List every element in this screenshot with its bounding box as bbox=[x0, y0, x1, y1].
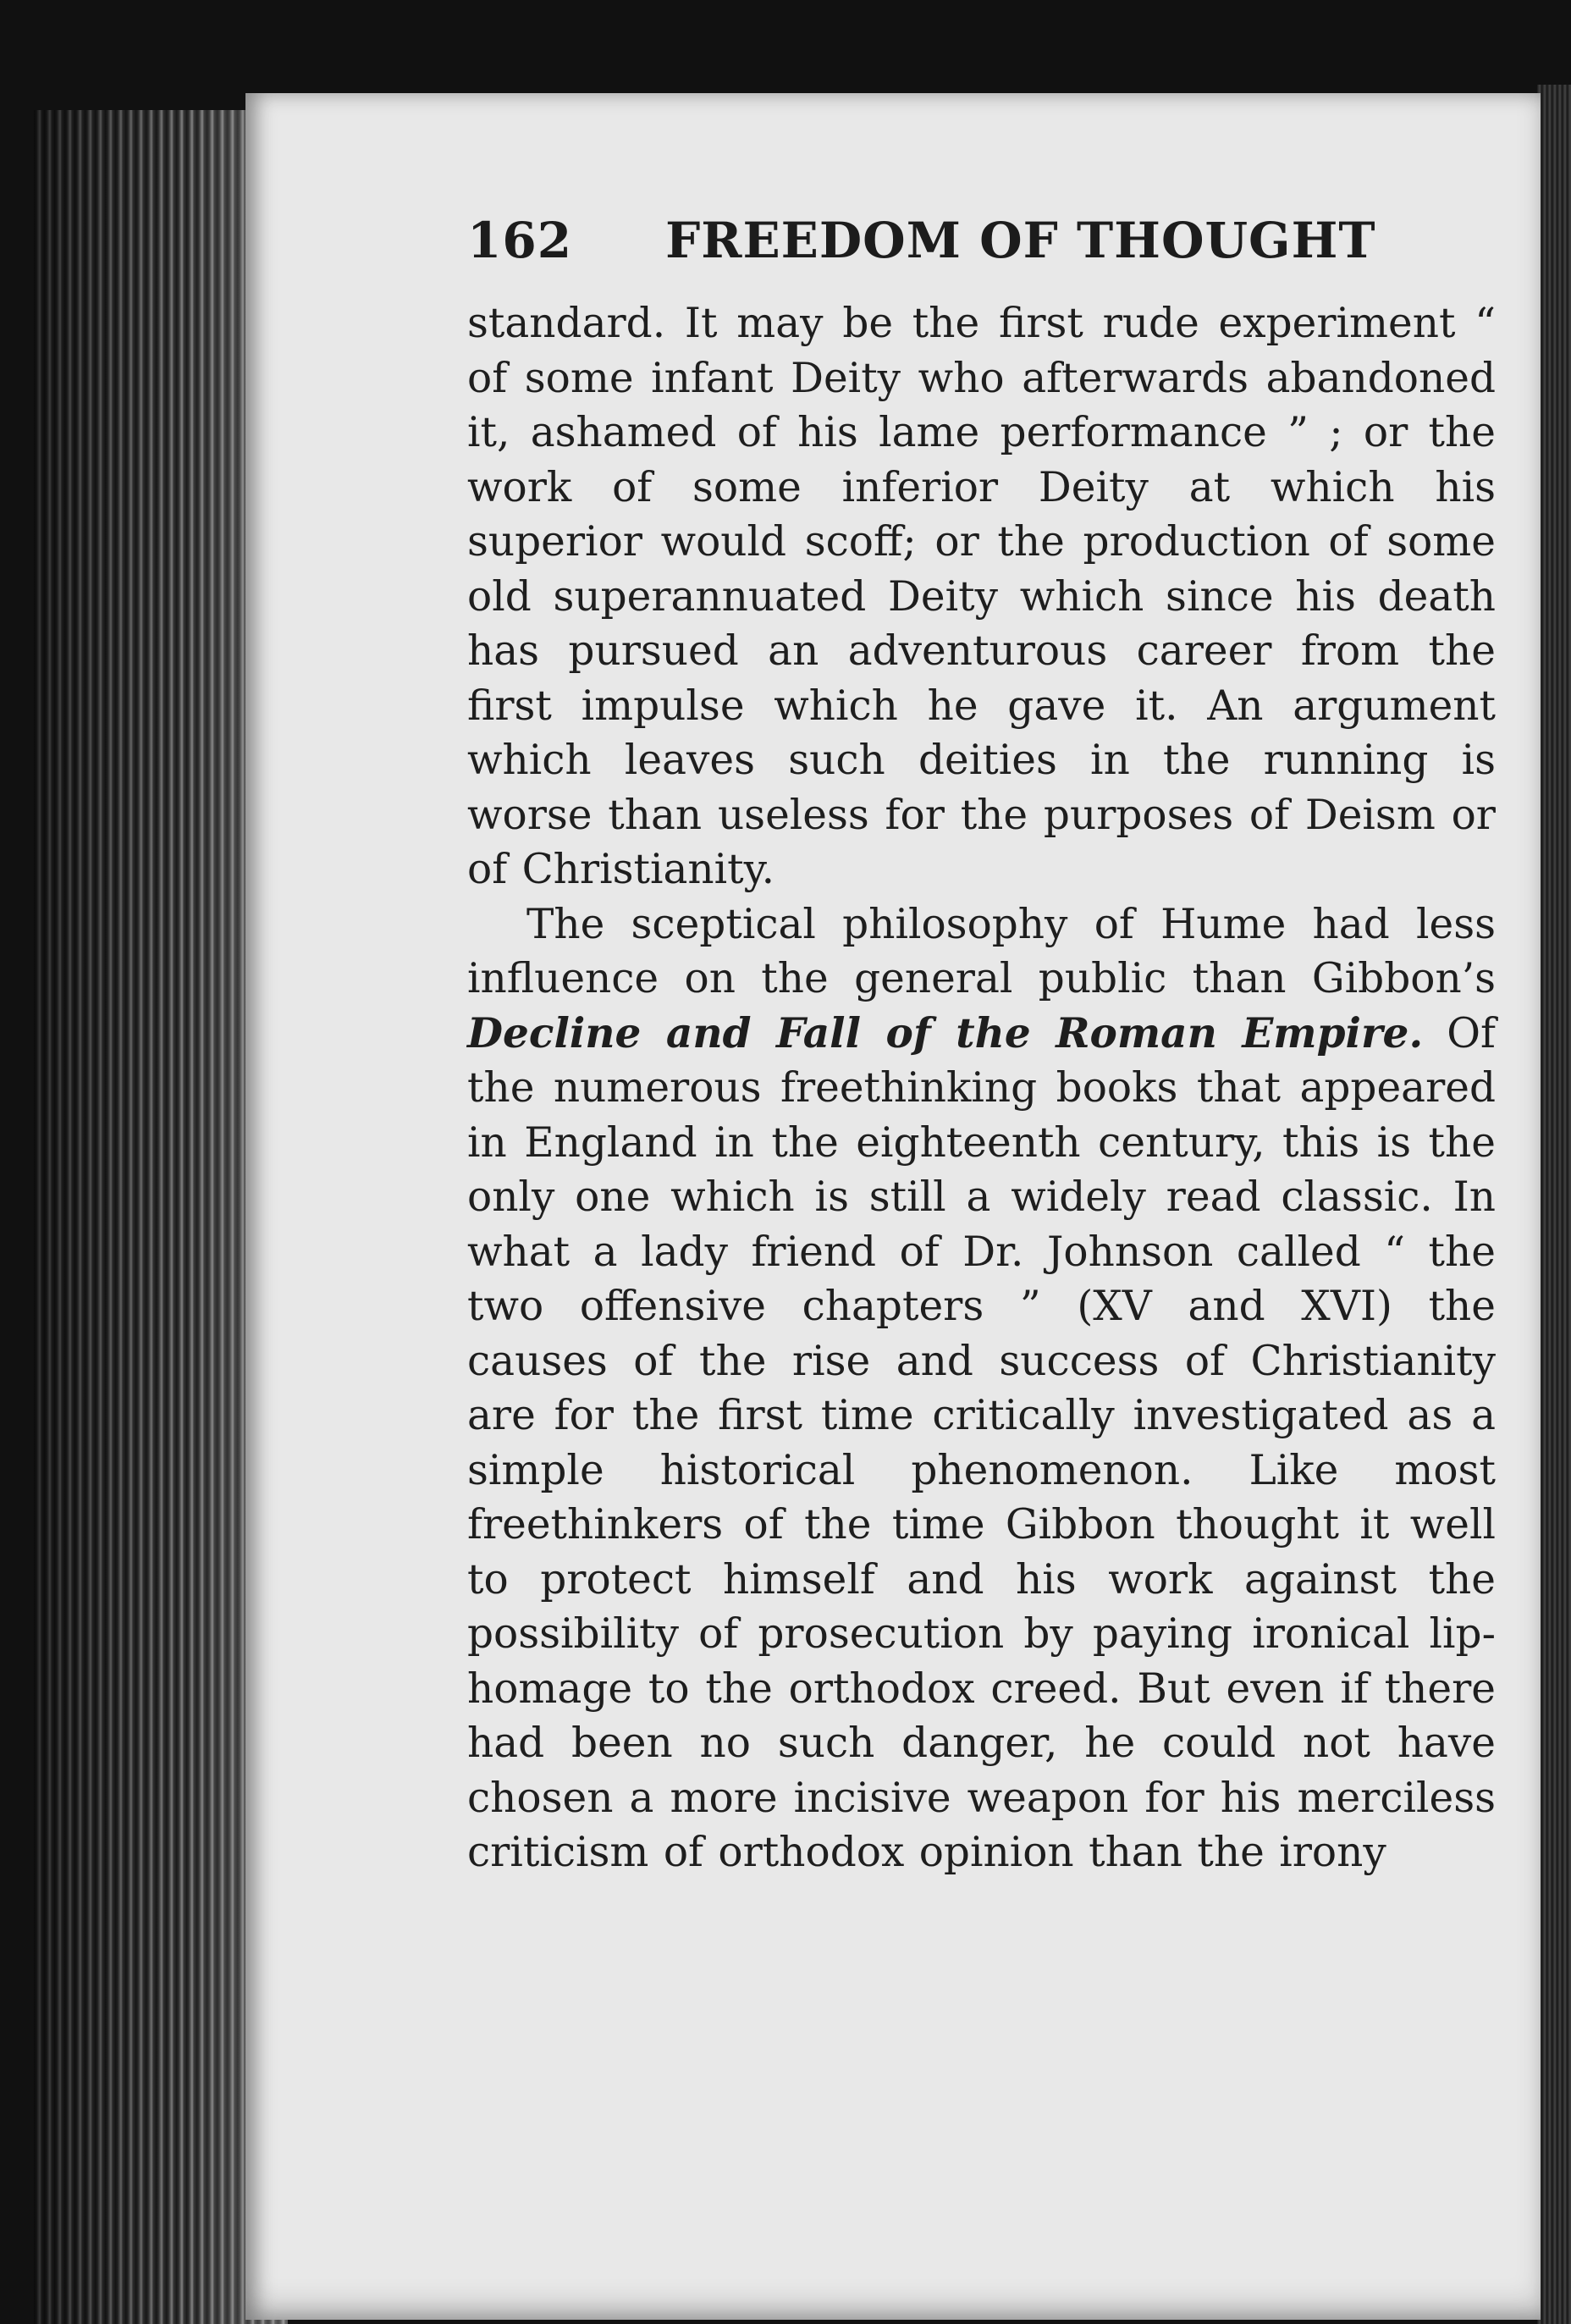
paragraph-2-rest: Of the numerous freethinking books that appeared in England in the eighteenth century, this is the only one which is still a widely read classic. In what a lady friend of Dr. Johnson called “ the two offensive chapters ” (XV and XVI) the causes of the rise and success of Christianity are for the first time critically investigated as a simple historical phenomenon. Like most freethinkers of the time Gibbon thought it well to protect himself and his work against the possibility of prosecution by paying ironical lip-homage to the orthodox creed. But even if there had been no such danger, he could not have chosen a more incisive weapon for his merciless criticism of orthodox opinion than the irony bbox=[467, 1009, 1496, 1876]
body-text bbox=[467, 296, 1496, 1880]
page-edge-right bbox=[1537, 85, 1571, 2324]
paragraph-2-start: The sceptical philosophy of Hume had less influence on the general public than Gibbon’s bbox=[467, 900, 1496, 1002]
running-header bbox=[467, 212, 1376, 269]
book-title: Decline and Fall of the Roman Empire. bbox=[467, 1008, 1424, 1057]
page-number: 162 bbox=[467, 212, 573, 269]
running-title: FREEDOM OF THOUGHT bbox=[665, 212, 1376, 269]
paragraph-2 bbox=[467, 897, 1496, 1880]
paragraph-1: standard. It may be the first rude experiment “ of some infant Deity who afterwards abandoned it, ashamed of his lame performance ” ; or the work of some inferior Deity at which his superior would scoff; or the production of some old superannuated Deity which since his death has pursued an adventurous career from the first impulse which he gave it. An argument which leaves such deities in the running is worse than useless for the purposes of Deism or of Christianity. bbox=[467, 300, 1496, 893]
